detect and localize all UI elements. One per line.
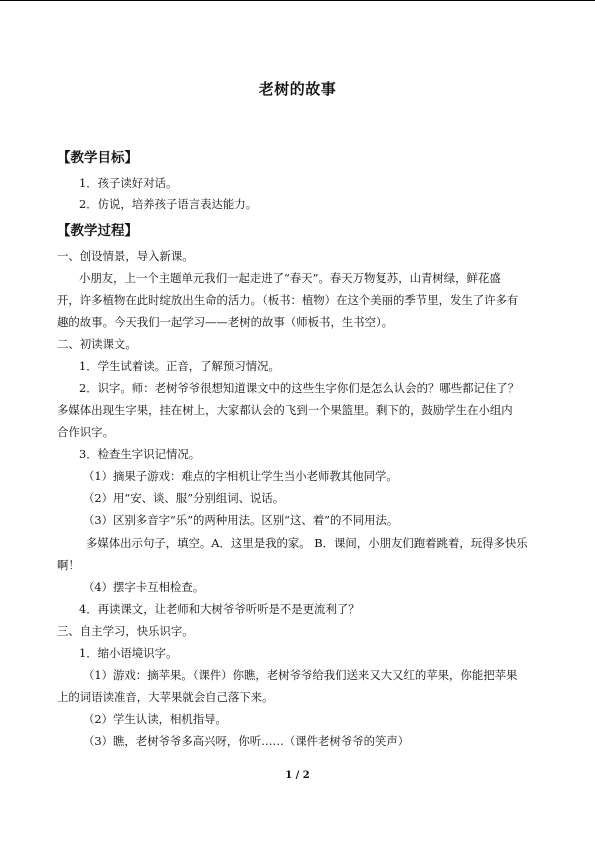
- paragraph-line: 上的词语读准音，大苹果就会自己落下来。: [57, 690, 274, 704]
- document-title: 老树的故事: [258, 80, 337, 98]
- list-item: 4．再读课文，让老师和大树爷爷听听是不是更流利了？: [79, 602, 360, 616]
- goal-item: 1．孩子读好对话。: [79, 176, 178, 190]
- section-heading-process: 【教学过程】: [57, 223, 138, 239]
- paragraph-line: 趣的故事。今天我们一起学习——老树的故事（师板书，生书空）。: [57, 315, 394, 329]
- section-heading-goals: 【教学目标】: [57, 150, 138, 166]
- list-item: 3．检查生字识记情况。: [79, 447, 201, 461]
- section-title: 二、初读课文。: [57, 337, 137, 351]
- goal-item: 2．仿说，培养孩子语言表达能力。: [79, 197, 258, 211]
- sub-item: （1）摘果子游戏：难点的字相机让学生当小老师教其他同学。: [83, 469, 398, 483]
- sub-item: （3）区别多音字“乐”的两种用法。区别“这、着”的不同用法。: [83, 513, 399, 527]
- section-title: 一、创设情景，导入新课。: [57, 249, 194, 263]
- paragraph-line: 多媒体出示句子，填空。A．这里是我的家。 B．课间，小朋友们跑着跳着，玩得多快乐: [86, 536, 528, 550]
- page-number: 1 / 2: [285, 770, 310, 781]
- sub-item: （2）学生认读，相机指导。: [83, 712, 227, 726]
- paragraph-line: 啊！: [57, 558, 80, 572]
- sub-item: （3）瞧，老树爷爷多高兴呀，你听……（课件老树爷爷的笑声）: [83, 734, 410, 748]
- section-title: 三、自主学习，快乐识字。: [57, 624, 194, 638]
- paragraph-line: 开，许多植物在此时绽放出生命的活力。（板书：植物）在这个美丽的季节里，发生了许多有: [57, 293, 519, 307]
- paragraph-line: 多媒体出现生字果，挂在树上，大家都认会的飞到一个果篮里。剩下的，鼓励学生在小组内: [57, 403, 513, 417]
- paragraph-line: 合作识字。: [57, 425, 114, 439]
- list-item: 1．缩小语境识字。: [79, 646, 178, 660]
- list-item: 2．识字。师：老树爷爷很想知道课文中的这些生字你们是怎么认会的？哪些都记住了？: [79, 381, 520, 395]
- sub-item: （1）游戏：摘苹果。（课件）你瞧，老树爷爷给我们送来又大又红的苹果，你能把苹果: [83, 668, 518, 682]
- sub-item: （4）摆字卡互相检查。: [83, 580, 205, 594]
- sub-item: （2）用“安、谈、服”分别组词、说话。: [83, 491, 285, 505]
- top-rule: [0, 0, 595, 1]
- paragraph-line: 小朋友，上一个主题单元我们一起走进了“春天”。春天万物复苏，山青树绿，鲜花盛: [79, 271, 501, 285]
- list-item: 1．学生试着读。正音，了解预习情况。: [79, 359, 280, 373]
